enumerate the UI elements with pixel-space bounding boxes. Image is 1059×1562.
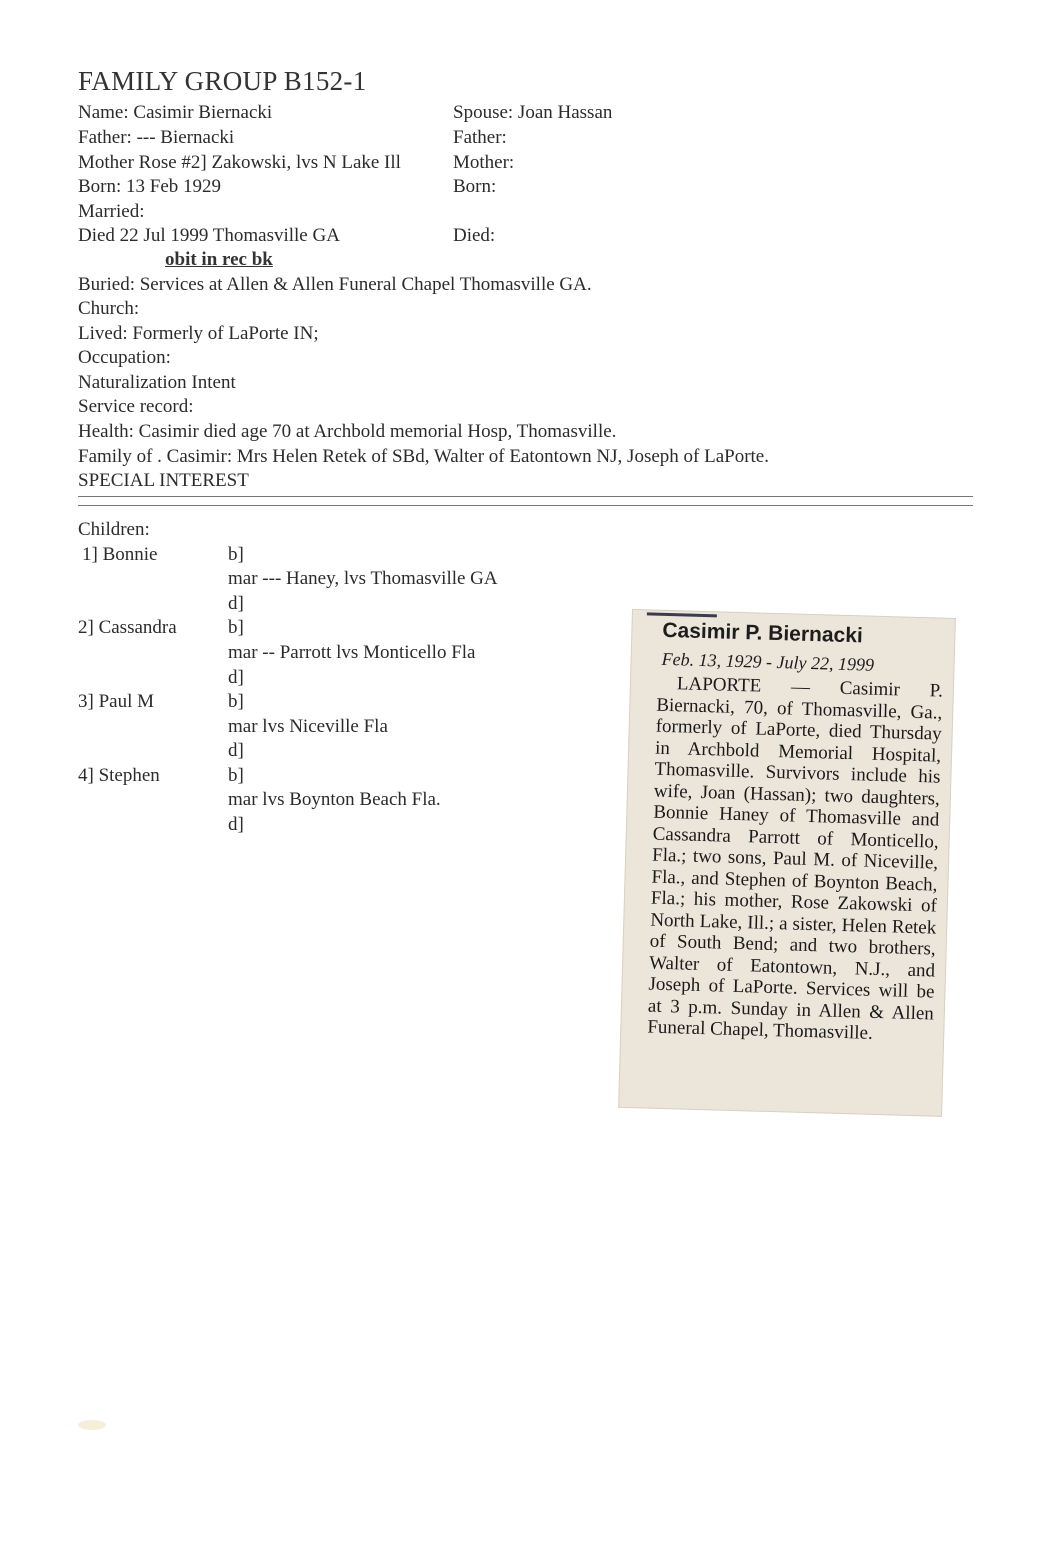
naturalization-line: Naturalization Intent <box>78 372 236 393</box>
child-died: d] <box>228 740 244 761</box>
child-married: mar lvs Niceville Fla <box>228 716 388 737</box>
child-born: b] <box>228 765 244 786</box>
occupation-line: Occupation: <box>78 347 171 368</box>
husband-born: Born: 13 Feb 1929 <box>78 176 222 197</box>
health-line: Health: Casimir died age 70 at Archbold memorial Hosp, Thomasville. <box>78 421 617 442</box>
husband-married: Married: <box>78 201 145 222</box>
husband-mother: Mother Rose #2] Zakowski, lvs N Lake Ill <box>78 152 401 173</box>
clipping-rule <box>647 612 717 617</box>
child-born: b] <box>228 691 244 712</box>
clipping-body: LAPORTE — Casimir P. Biernacki, 70, of Thomasville, Ga., formerly of LaPorte, died Thursday in Archbold Memorial Hospital, Thomasville. Survivors include his wife, Joan (Hassan); two daughters, Bonnie Haney of Thomasville and Cassandra Parrott of Monticello, Fla.; two sons, Paul M. of Niceville, Fla., and Stephen of Boynton Beach, Fla.; his mother, Rose Zakowski of North Lake, Ill.; a sister, Helen Retek of South Bend; and two brothers, Walter of Eatontown, N.J., and Joseph of LaPorte. Services will be at 3 p.m. Sunday in Allen & Allen Funeral Chapel, Thomasville. <box>647 673 944 1044</box>
spouse-died: Died: <box>453 225 496 246</box>
child-born: b] <box>228 544 244 565</box>
family-line: Family of . Casimir: Mrs Helen Retek of SBd, Walter of Eatontown NJ, Joseph of LaPorte. <box>78 446 769 467</box>
buried-line: Buried: Services at Allen & Allen Funeral Chapel Thomasville GA. <box>78 274 592 295</box>
spouse-name: Spouse: Joan Hassan <box>453 102 613 123</box>
child-married: mar -- Parrott lvs Monticello Fla <box>228 642 476 663</box>
obit-note: obit in rec bk <box>165 249 273 270</box>
lived-line: Lived: Formerly of LaPorte IN; <box>78 323 319 344</box>
child-born: b] <box>228 617 244 638</box>
children-label: Children: <box>78 519 150 540</box>
husband-name: Name: Casimir Biernacki <box>78 102 273 123</box>
child-married: mar lvs Boynton Beach Fla. <box>228 789 441 810</box>
spouse-father: Father: <box>453 127 507 148</box>
service-line: Service record: <box>78 396 194 417</box>
child-name: 4] Stephen <box>78 765 160 786</box>
child-name: 1] Bonnie <box>82 544 158 565</box>
child-name: 2] Cassandra <box>78 617 177 638</box>
obituary-clipping <box>619 610 955 1116</box>
child-died: d] <box>228 593 244 614</box>
paper-smudge <box>78 1420 106 1430</box>
husband-died: Died 22 Jul 1999 Thomasville GA <box>78 225 340 246</box>
child-died: d] <box>228 814 244 835</box>
child-died: d] <box>228 667 244 688</box>
spouse-born: Born: <box>453 176 497 197</box>
double-rule-divider <box>78 496 973 506</box>
page-title: FAMILY GROUP B152-1 <box>78 66 367 96</box>
special-interest-line: SPECIAL INTEREST <box>78 470 249 491</box>
spouse-mother: Mother: <box>453 152 515 173</box>
clipping-dates: Feb. 13, 1929 - July 22, 1999 <box>661 648 875 675</box>
husband-father: Father: --- Biernacki <box>78 127 235 148</box>
church-line: Church: <box>78 298 140 319</box>
clipping-headline: Casimir P. Biernacki <box>662 618 864 648</box>
child-married: mar --- Haney, lvs Thomasville GA <box>228 568 498 589</box>
child-name: 3] Paul M <box>78 691 154 712</box>
